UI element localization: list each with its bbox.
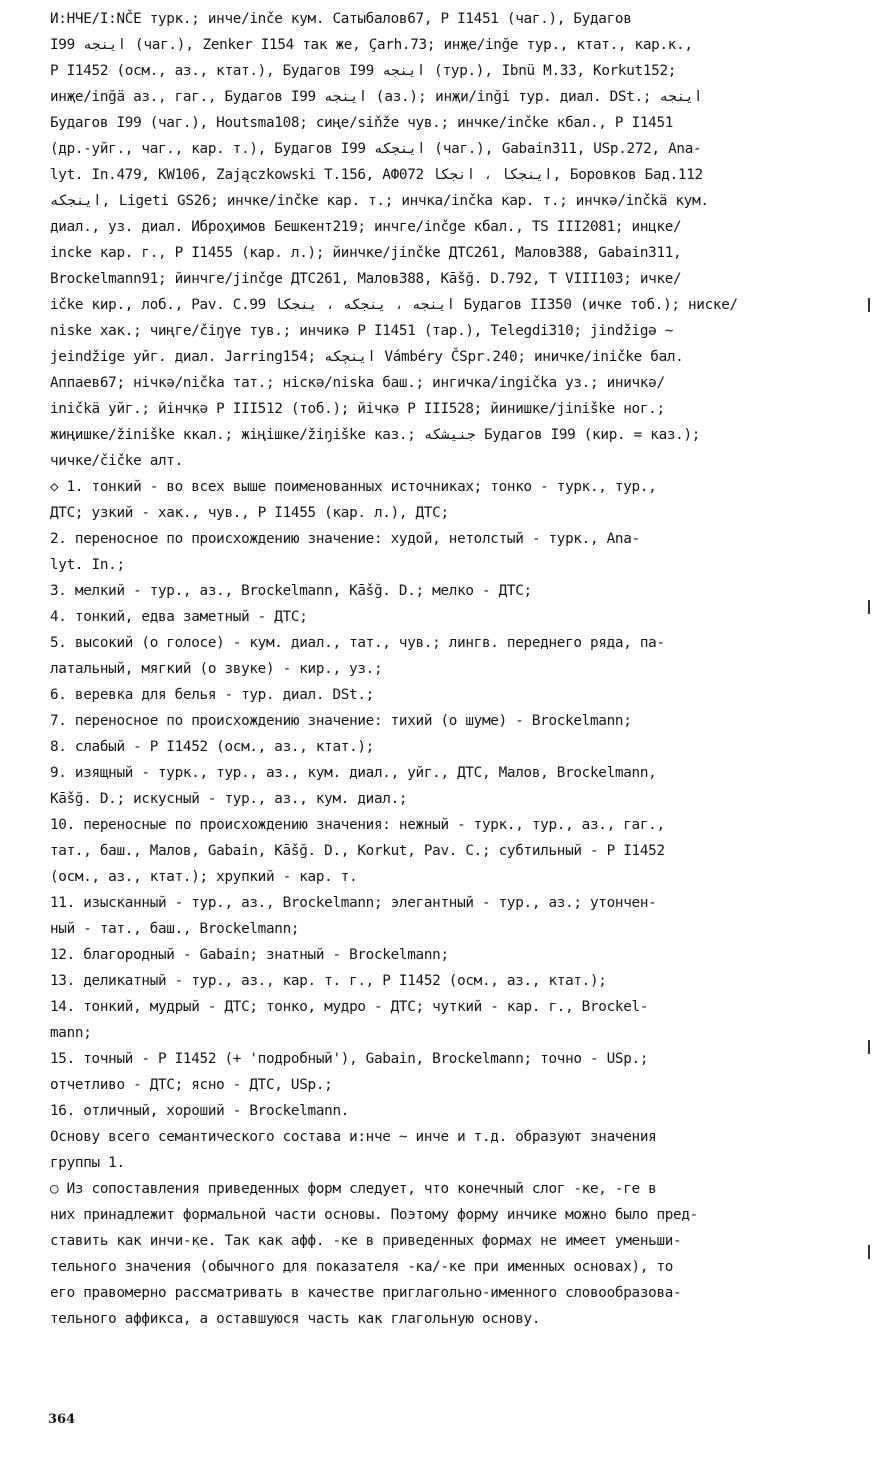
text-line: lyt. In.479, KW106, Zajączkowski T.156, АФ072 اینجکا ، انجکا, Боровков Бад.112 bbox=[50, 167, 703, 183]
text-line: Kāšğ. D.; искусный - тур., аз., кум. диал.; bbox=[50, 791, 408, 807]
entry-text bbox=[50, 6, 865, 1332]
text-line: Будагов I99 (чаг.), Houtsma108; сиңе/siňže чув.; инчке/inčke кбал., Р I1451 bbox=[50, 115, 674, 131]
text-line: 13. деликатный - тур., аз., кар. т. г., Р I1452 (осм., аз., ктат.); bbox=[50, 973, 607, 989]
text-line: 2. переносное по происхождению значение: худой, нетолстый - турк., Ana- bbox=[50, 531, 640, 547]
edge-mark bbox=[868, 1040, 870, 1054]
text-line: (осм., аз., ктат.); хрупкий - кар. т. bbox=[50, 869, 358, 885]
text-line: اینجکه, Ligeti GS26; инчке/inčke кар. т.; инчка/inčka кар. т.; инчкә/inčkä кум. bbox=[50, 193, 709, 209]
text-line: 14. тонкий, мудрый - ДТС; тонко, мудро - ДТС; чуткий - кар. г., Brockel- bbox=[50, 999, 649, 1015]
text-line: 15. точный - Р I1452 (+ 'подробный'), Gabain, Brockelmann; точно - USp.; bbox=[50, 1051, 649, 1067]
text-line: его правомерно рассматривать в качестве приглагольно-именного словообразова- bbox=[50, 1285, 682, 1301]
text-line: mann; bbox=[50, 1025, 92, 1041]
text-line: И:НЧЕ/I:NČE турк.; инче/inče кум. Сатыбалов67, Р I1451 (чаг.), Будагов bbox=[50, 11, 632, 27]
text-line: Brockelmann91; йинчге/jinčge ДТС261, Малов388, Kāšğ. D.792, Т VIII103; ичке/ bbox=[50, 271, 682, 287]
edge-mark bbox=[868, 298, 870, 312]
text-line: Основу всего семантического состава и:нче ~ инче и т.д. образуют значения bbox=[50, 1129, 657, 1145]
edge-mark bbox=[868, 600, 870, 614]
text-line: ный - тат., баш., Brockelmann; bbox=[50, 921, 300, 937]
text-line: 7. переносное по происхождению значение: тихий (о шуме) - Brockelmann; bbox=[50, 713, 632, 729]
text-line: iničkä уйг.; йінчкә Р III512 (тоб.); йічкә Р III528; йинишке/jiniške ног.; bbox=[50, 401, 665, 417]
text-line: lyt. In.; bbox=[50, 557, 125, 573]
text-line: 16. отличный, хороший - Brockelmann. bbox=[50, 1103, 350, 1119]
text-line: инҗе/inğä аз., гаг., Будагов I99 اینجه (аз.); инҗи/inği тур. диал. DSt.; اینجه bbox=[50, 89, 703, 105]
text-line: 6. веревка для белья - тур. диал. DSt.; bbox=[50, 687, 374, 703]
text-line: диал., уз. диал. Иброҳимов Бешкент219; инчге/inčge кбал., TS III2081; инцке/ bbox=[50, 219, 682, 235]
text-line: Р I1452 (осм., аз., ктат.), Будагов I99 اینجه (тур.), Ibnü M.33, Korkut152; bbox=[50, 63, 677, 79]
text-line: ○ Из сопоставления приведенных форм следует, что конечный слог -ке, -ге в bbox=[50, 1181, 657, 1197]
text-line: 11. изысканный - тур., аз., Brockelmann; элегантный - тур., аз.; утончен- bbox=[50, 895, 657, 911]
edge-mark bbox=[868, 1245, 870, 1259]
text-line: I99 اینجه (чаг.), Zenker I154 так же, Çarh.73; инҗе/inğe тур., ктат., кар.к., bbox=[50, 37, 693, 53]
text-line: них принадлежит формальной части основы. Поэтому форму инчике можно было пред- bbox=[50, 1207, 698, 1223]
text-line: тельного аффикса, а оставшуюся часть как глагольную основу. bbox=[50, 1311, 541, 1327]
text-line: тельного значения (обычного для показателя -ка/-ке при именных основах), то bbox=[50, 1259, 674, 1275]
text-line: чичке/čičke алт. bbox=[50, 453, 183, 469]
text-line: incke кар. г., Р I1455 (кар. л.); йинчке/jinčke ДТС261, Малов388, Gabain311, bbox=[50, 245, 682, 261]
text-line: группы 1. bbox=[50, 1155, 125, 1171]
text-line: ставить как инчи-ке. Так как афф. -ке в приведенных формах не имеет уменьши- bbox=[50, 1233, 682, 1249]
text-line: 5. высокий (о голосе) - кум. диал., тат., чув.; лингв. переднего ряда, па- bbox=[50, 635, 665, 651]
text-line: 4. тонкий, едва заметный - ДТС; bbox=[50, 609, 308, 625]
text-line: тат., баш., Малов, Gabain, Kāšğ. D., Korkut, Pav. C.; субтильный - Р I1452 bbox=[50, 843, 665, 859]
text-line: Аппаев67; нічкә/nička тат.; ніскә/niska баш.; ингичка/ingička уз.; иничкә/ bbox=[50, 375, 665, 391]
text-line: отчетливо - ДТС; ясно - ДТС, USp.; bbox=[50, 1077, 333, 1093]
text-line: niske хак.; чиңге/čiŋγe тув.; инчикә Р I1451 (тар.), Telegdi310; jindžigə ~ bbox=[50, 323, 674, 339]
text-line: ičke кир., лоб., Pav. C.99 اینجه ، ینجکه ، ینجکا Будагов II350 (ичке тоб.); ниске/ bbox=[50, 297, 738, 313]
text-line: латальный, мягкий (о звуке) - кир., уз.; bbox=[50, 661, 383, 677]
text-line: 12. благородный - Gabain; знатный - Brockelmann; bbox=[50, 947, 449, 963]
text-line: (др.-уйг., чаг., кар. т.), Будагов I99 اینجکه (чаг.), Gabain311, USp.272, Ana- bbox=[50, 141, 702, 157]
text-line: 10. переносные по происхождению значения: нежный - турк., тур., аз., гаг., bbox=[50, 817, 665, 833]
text-line: жиңишке/žiniške ккал.; жіңішке/žiŋiške каз.; جنیشکه Будагов I99 (кир. = каз.); bbox=[50, 427, 701, 443]
text-line: ◇ 1. тонкий - во всех выше поименованных источниках; тонко - турк., тур., bbox=[50, 479, 657, 495]
text-line: 9. изящный - турк., тур., аз., кум. диал., уйг., ДТС, Малов, Brockelmann, bbox=[50, 765, 657, 781]
page-number: 364 bbox=[48, 1412, 76, 1427]
text-line: 8. слабый - Р I1452 (осм., аз., ктат.); bbox=[50, 739, 374, 755]
text-line: jeindžige уйг. диал. Jarring154; اینچکه Vámbéry ČSpr.240; иничке/iničke бал. bbox=[50, 349, 684, 365]
text-line: 3. мелкий - тур., аз., Brockelmann, Kāšğ. D.; мелко - ДТС; bbox=[50, 583, 532, 599]
text-line: ДТС; узкий - хак., чув., Р I1455 (кар. л.), ДТС; bbox=[50, 505, 449, 521]
